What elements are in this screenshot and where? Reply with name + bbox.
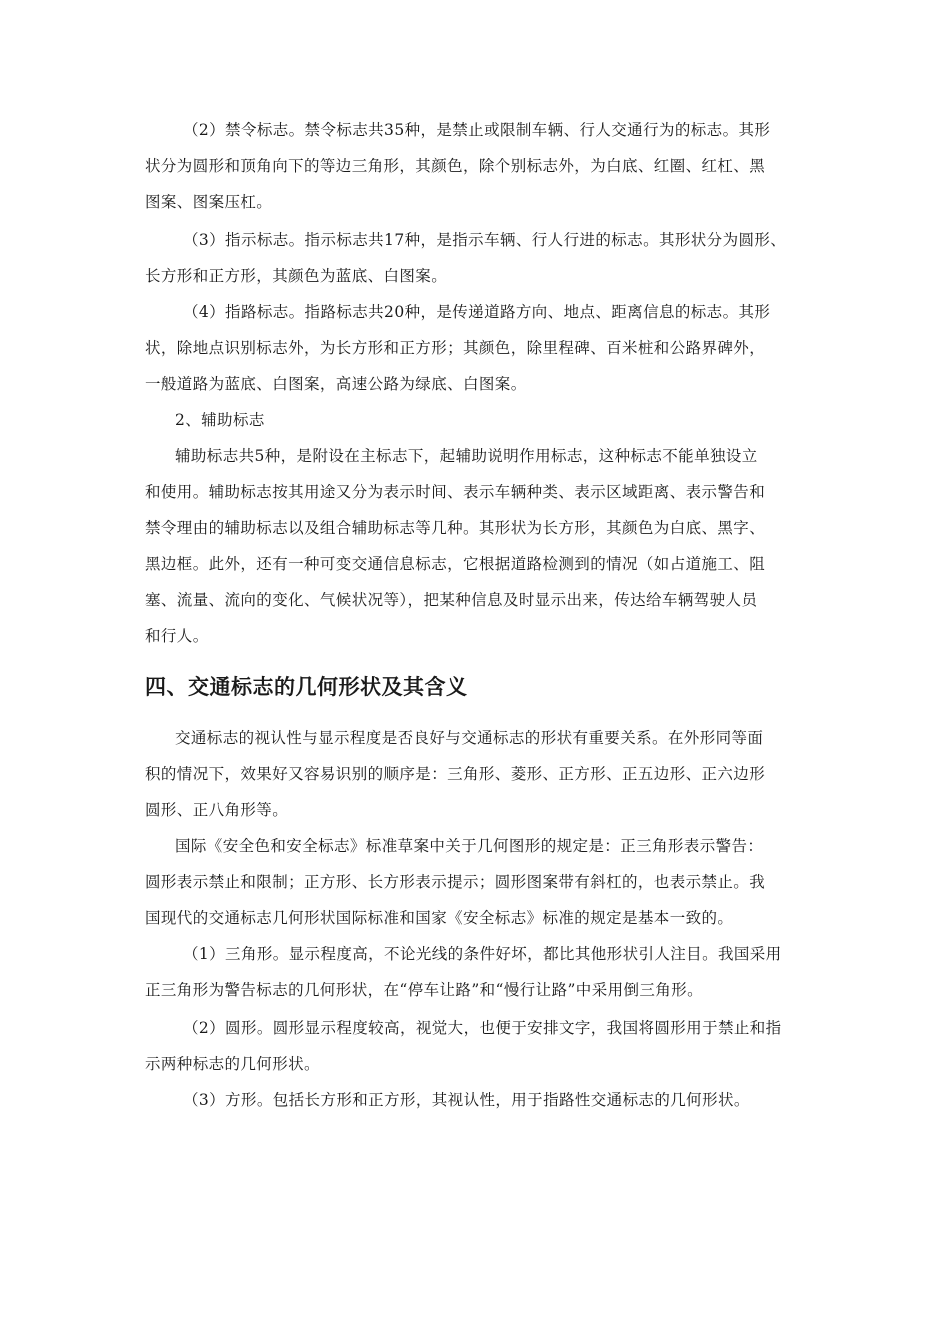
text-line: 和使用。辅助标志按其用途又分为表示时间、表示车辆种类、表示区域距离、表示警告和 bbox=[145, 483, 766, 501]
text-line: 和行人。 bbox=[145, 627, 209, 645]
text-line: 图案、图案压杠。 bbox=[145, 193, 273, 211]
paragraph-auxiliary-signs bbox=[145, 438, 813, 654]
text-line: 塞、流量、流向的变化、气候状况等），把某种信息及时显示出来，传达给车辆驾驶人员 bbox=[145, 591, 758, 609]
text-line: （2）圆形。圆形显示程度较高，视觉大，也便于安排文字，我国将圆形用于禁止和指 bbox=[183, 1019, 782, 1037]
subheading-auxiliary-signs: 2、辅助标志 bbox=[175, 411, 265, 429]
text-line: （1）三角形。显示程度高，不论光线的条件好坏，都比其他形状引人注目。我国采用 bbox=[183, 945, 782, 963]
text-line: （3）方形。包括长方形和正方形，其视认性，用于指路性交通标志的几何形状。 bbox=[183, 1091, 750, 1109]
text-line: 示两种标志的几何形状。 bbox=[145, 1055, 320, 1073]
text-line: （2）禁令标志。禁令标志共35种，是禁止或限制车辆、行人交通行为的标志。其形 bbox=[183, 121, 771, 139]
text-line: 正三角形为警告标志的几何形状，在“停车让路”和“慢行让路”中采用倒三角形。 bbox=[145, 981, 703, 999]
paragraph-visibility bbox=[145, 720, 813, 828]
text-line: 状，除地点识别标志外，为长方形和正方形；其颜色，除里程碑、百米桩和公路界碑外， bbox=[145, 339, 766, 357]
paragraph-guide-signs bbox=[145, 294, 813, 402]
text-line: 黑边框。此外，还有一种可变交通信息标志，它根据道路检测到的情况（如占道施工、阻 bbox=[145, 555, 766, 573]
paragraph-square bbox=[145, 1082, 813, 1118]
text-line: （4）指路标志。指路标志共20种，是传递道路方向、地点、距离信息的标志。其形 bbox=[183, 303, 771, 321]
text-line: （3）指示标志。指示标志共17种，是指示车辆、行人行进的标志。其形状分为圆形、 bbox=[183, 231, 787, 249]
section-heading: 四、交通标志的几何形状及其含义 bbox=[145, 675, 468, 699]
paragraph-circle bbox=[145, 1010, 813, 1082]
text-line: 圆形表示禁止和限制；正方形、长方形表示提示；圆形图案带有斜杠的，也表示禁止。我 bbox=[145, 873, 766, 891]
text-line: 长方形和正方形，其颜色为蓝底、白图案。 bbox=[145, 267, 448, 285]
text-line: 辅助标志共5种，是附设在主标志下，起辅助说明作用标志，这种标志不能单独设立 bbox=[175, 447, 758, 465]
paragraph-indication-signs bbox=[145, 222, 813, 294]
paragraph-prohibition-signs bbox=[145, 112, 813, 220]
text-line: 状分为圆形和顶角向下的等边三角形，其颜色，除个别标志外，为白底、红圈、红杠、黑 bbox=[145, 157, 766, 175]
paragraph-international-standard bbox=[145, 828, 813, 936]
text-line: 国际《安全色和安全标志》标准草案中关于几何图形的规定是：正三角形表示警告： bbox=[175, 837, 764, 855]
text-line: 禁令理由的辅助标志以及组合辅助标志等几种。其形状为长方形，其颜色为白底、黑字、 bbox=[145, 519, 766, 537]
text-line: 交通标志的视认性与显示程度是否良好与交通标志的形状有重要关系。在外形同等面 bbox=[175, 729, 764, 747]
text-line: 一般道路为蓝底、白图案，高速公路为绿底、白图案。 bbox=[145, 375, 527, 393]
text-line: 积的情况下，效果好又容易识别的顺序是：三角形、菱形、正方形、正五边形、正六边形 bbox=[145, 765, 766, 783]
text-line: 圆形、正八角形等。 bbox=[145, 801, 289, 819]
paragraph-triangle bbox=[145, 936, 813, 1008]
text-line: 国现代的交通标志几何形状国际标准和国家《安全标志》标准的规定是基本一致的。 bbox=[145, 909, 734, 927]
